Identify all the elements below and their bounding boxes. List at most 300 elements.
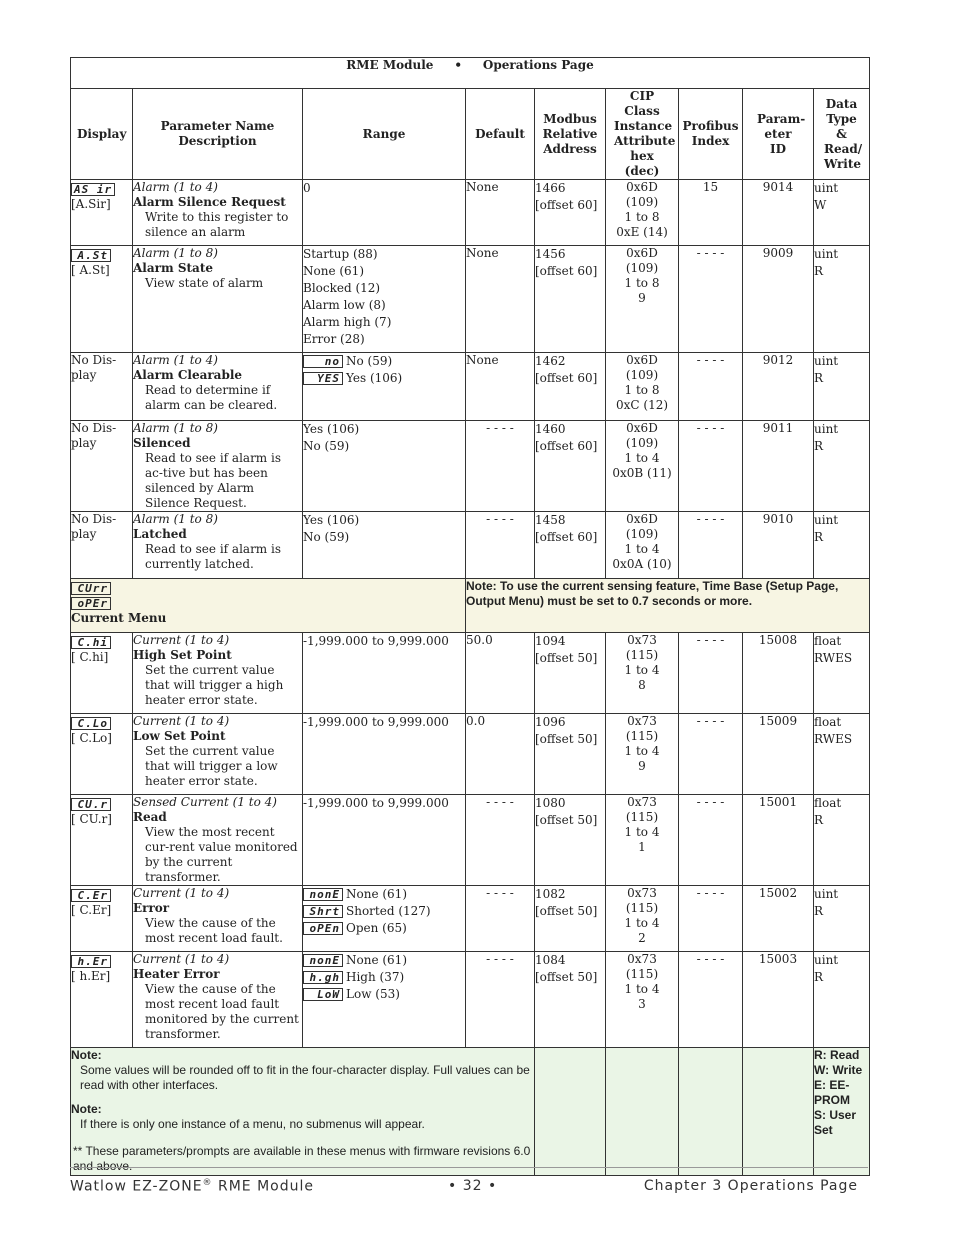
parameter-name: Low Set Point [133,729,226,743]
display-text: No Dis-play [71,353,117,382]
range-text: 0 [303,181,311,195]
display-text: [ CU.r] [71,812,112,826]
lcd-display-icon: C.Er [71,889,111,902]
lcd-display-icon: CU.r [71,798,111,811]
range-option [303,529,465,546]
default-cell: 0.0 [466,714,535,795]
current-menu-row [71,579,870,633]
table-row [71,886,870,952]
range-cell [303,421,466,512]
cip-cell [606,353,679,421]
data-type-line: uint [814,513,839,527]
display-text: No Dis-play [71,421,117,450]
default-cell: - - - - [466,795,535,886]
range-text: Alarm low (8) [303,298,386,312]
operations-table [70,57,870,1176]
range-option [303,353,465,370]
modbus-cell [535,795,606,886]
profibus-cell: - - - - [679,886,743,952]
modbus-line: 1094 [535,634,566,648]
parameter-description: Write to this register to silence an alarm [145,210,289,239]
cip-line: 0x73 [627,633,657,647]
data-type-line: RWES [814,732,853,746]
cip-line: (109) [625,368,659,382]
parameter-cell [133,714,303,795]
modbus-line: [offset 50] [535,813,598,827]
module-title: RME Module [346,58,434,72]
display-cell [71,353,133,421]
parameter-id-cell: 15008 [743,633,814,714]
range-option [303,370,465,387]
profibus-cell: - - - - [679,714,743,795]
parameter-name: Alarm State [133,261,214,275]
footer-product: RME Module [212,1178,315,1195]
cip-cell [606,952,679,1048]
table-title [71,58,870,89]
cip-cell [606,512,679,579]
lcd-display-icon: Shrt [303,905,343,918]
data-type-line: uint [814,953,839,967]
empty-cell [679,1048,743,1176]
empty-cell [743,1048,814,1176]
col-header: Modbus Relative Address [535,89,606,180]
parameter-instance: Current (1 to 4) [133,952,230,966]
current-rows [71,633,870,1048]
cip-line: 1 [638,840,646,854]
modbus-line: 1458 [535,513,566,527]
modbus-line: 1456 [535,247,566,261]
cip-line: 1 to 4 [624,916,660,930]
cip-line: 8 [638,678,646,692]
range-cell [303,512,466,579]
table-row [71,246,870,353]
data-type-line: R [814,530,824,544]
modbus-line: 1082 [535,887,566,901]
display-cell [71,512,133,579]
range-text: Error (28) [303,332,365,346]
range-option [303,952,465,969]
parameter-name: Latched [133,527,187,541]
default-cell: - - - - [466,952,535,1048]
notes-row [71,1048,870,1176]
data-type-line: float [814,796,842,810]
table-row [71,180,870,246]
col-header: Data Type & Read/ Write [814,89,870,180]
note-title: Note: [71,1048,102,1062]
data-type-line: R [814,371,824,385]
profibus-cell: - - - - [679,421,743,512]
cip-line: 1 to 4 [624,451,660,465]
range-cell [303,795,466,886]
cip-line: 2 [638,931,646,945]
profibus-cell: - - - - [679,246,743,353]
parameter-name: Alarm Silence Request [133,195,286,209]
table-row [71,714,870,795]
lcd-display-icon: h.Er [71,955,111,968]
rw-legend [814,1048,870,1176]
data-type-cell [814,795,870,886]
profibus-cell: - - - - [679,512,743,579]
cip-line: 1 to 4 [624,982,660,996]
data-type-line: R [814,813,824,827]
modbus-line: [offset 50] [535,904,598,918]
range-cell [303,886,466,952]
range-text: No (59) [303,439,350,453]
display-text: [A.Sir] [71,197,111,211]
parameter-name: Heater Error [133,967,220,981]
parameter-instance: Current (1 to 4) [133,633,230,647]
range-option [303,633,465,650]
modbus-line: 1080 [535,796,566,810]
cip-line: (109) [625,261,659,275]
data-type-cell [814,886,870,952]
data-type-line: R [814,904,824,918]
lcd-display-icon: nonE [303,888,343,901]
display-text: No Dis-play [71,512,117,541]
modbus-cell [535,714,606,795]
lcd-display-icon: LoW [303,988,343,1001]
range-option [303,263,465,280]
modbus-line: [offset 60] [535,439,598,453]
page-number: • 32 • [448,1178,498,1194]
modbus-line: 1462 [535,354,566,368]
table-row [71,421,870,512]
modbus-line: [offset 50] [535,970,598,984]
parameter-id-cell: 9010 [743,512,814,579]
cip-line: 0x73 [627,714,657,728]
parameter-id-cell: 9011 [743,421,814,512]
lcd-display-icon: AS ir [71,183,115,196]
col-header: Range [303,89,466,180]
range-text: No (59) [346,354,393,368]
parameter-name: High Set Point [133,648,232,662]
range-option [303,920,465,937]
column-header-row [71,89,870,180]
range-text: None (61) [303,264,365,278]
col-header: CIP Class Instance Attribute hex (dec) [606,89,679,180]
cip-line: (109) [625,527,659,541]
data-type-line: W [814,198,827,212]
range-option [303,314,465,331]
modbus-cell [535,633,606,714]
note-title: Note: [71,1102,102,1116]
range-text: None (61) [346,887,408,901]
cip-cell [606,246,679,353]
range-option [303,297,465,314]
display-cell [71,886,133,952]
data-type-line: R [814,439,824,453]
range-option [303,421,465,438]
modbus-line: 1084 [535,953,566,967]
default-cell: None [466,180,535,246]
range-text: -1,999.000 to 9,999.000 [303,715,449,729]
parameter-instance: Sensed Current (1 to 4) [133,795,277,809]
firmware-note: ** These parameters/prompts are available in these menus with firmware revisions 6.0 and above. [73,1144,531,1173]
parameter-id-cell: 9014 [743,180,814,246]
range-option [303,180,465,197]
cip-cell [606,714,679,795]
range-option [303,969,465,986]
cip-line: (109) [625,195,659,209]
range-text: Shorted (127) [346,904,431,918]
parameter-instance: Alarm (1 to 8) [133,512,218,526]
data-type-line: uint [814,887,839,901]
range-text: Low (53) [346,987,400,1001]
parameter-description: Read to see if alarm is ac-tive but has been silenced by Alarm Silence Request. [145,451,281,510]
data-type-line: uint [814,422,839,436]
col-header: Param-eter ID [743,89,814,180]
range-option [303,512,465,529]
lcd-display-icon: YES [303,372,343,385]
parameter-description: View the most recent cur-rent value monitored by the current transformer. [145,825,298,884]
data-type-line: float [814,715,842,729]
lcd-display-icon: C.Lo [71,717,111,730]
col-header: Profibus Index [679,89,743,180]
footer-brand: Watlow EZ-ZONE [70,1178,203,1195]
table-row [71,633,870,714]
parameter-description: Set the current value that will trigger a high heater error state. [145,663,284,707]
cip-line: 0x6D [626,421,658,435]
parameter-description: Read to see if alarm is currently latched. [145,542,281,571]
lcd-display-icon: A.St [71,249,111,262]
cip-cell [606,633,679,714]
range-text: Yes (106) [346,371,403,385]
range-text: Alarm high (7) [303,315,392,329]
data-type-line: uint [814,354,839,368]
display-cell [71,421,133,512]
default-cell: - - - - [466,421,535,512]
modbus-cell [535,180,606,246]
cip-line: 0xC (12) [615,398,669,412]
cip-line: 0x73 [627,886,657,900]
parameter-id-cell: 15002 [743,886,814,952]
range-text: Blocked (12) [303,281,381,295]
range-cell [303,714,466,795]
parameter-cell [133,421,303,512]
profibus-cell: - - - - [679,795,743,886]
range-text: Startup (88) [303,247,378,261]
range-text: Yes (106) [303,422,360,436]
data-type-cell [814,633,870,714]
range-cell [303,246,466,353]
parameter-cell [133,512,303,579]
parameter-description: View state of alarm [145,276,264,290]
range-cell [303,952,466,1048]
range-text: High (37) [346,970,405,984]
cip-line: 0x0A (10) [612,557,672,571]
display-cell [71,714,133,795]
current-sensing-note: Note: To use the current sensing feature, Time Base (Setup Page, Output Menu) must be set to 0.7 seconds or more. [466,579,870,633]
cip-line: 0x73 [627,952,657,966]
display-cell [71,952,133,1048]
range-option [303,280,465,297]
parameter-id-cell: 9009 [743,246,814,353]
parameter-cell [133,633,303,714]
parameter-id-cell: 15003 [743,952,814,1048]
cip-line: 9 [638,759,646,773]
range-option [303,986,465,1003]
range-option [303,795,465,812]
range-option [303,438,465,455]
data-type-cell [814,246,870,353]
table-row [71,952,870,1048]
legend-item: E: EE-PROM [814,1078,850,1107]
modbus-line: 1460 [535,422,566,436]
cip-line: 0x6D [626,512,658,526]
cip-line: 9 [638,291,646,305]
range-text: Open (65) [346,921,407,935]
parameter-description: Read to determine if alarm can be cleared. [145,383,278,412]
default-cell: None [466,246,535,353]
page-title: Operations Page [482,58,594,72]
legend-item: W: Write [814,1063,863,1077]
parameter-instance: Alarm (1 to 4) [133,353,218,367]
data-type-line: R [814,970,824,984]
alarm-rows [71,180,870,579]
parameter-name: Silenced [133,436,191,450]
cip-line: 0x0B (11) [612,466,672,480]
parameter-description: Set the current value that will trigger a low heater error state. [145,744,278,788]
display-text: [ A.St] [71,263,110,277]
page-footer [70,1167,868,1195]
cip-line: (115) [625,901,659,915]
parameter-description: View the cause of the most recent load fault monitored by the current transformer. [145,982,299,1041]
cip-line: (115) [625,729,659,743]
parameter-cell [133,795,303,886]
col-header: Display [71,89,133,180]
profibus-cell: 15 [679,180,743,246]
cip-line: (115) [625,810,659,824]
data-type-line: uint [814,247,839,261]
data-type-cell [814,421,870,512]
lcd-display-icon: oPEr [71,597,111,610]
cip-line: 1 to 4 [624,542,660,556]
data-type-cell [814,180,870,246]
modbus-line: [offset 60] [535,264,598,278]
data-type-line: RWES [814,651,853,665]
table-row [71,353,870,421]
modbus-cell [535,886,606,952]
default-cell: - - - - [466,886,535,952]
parameter-description: View the cause of the most recent load fault. [145,916,283,945]
range-text: -1,999.000 to 9,999.000 [303,634,449,648]
range-option [303,331,465,348]
cip-line: 0x6D [626,180,658,194]
lcd-display-icon: nonE [303,954,343,967]
parameter-cell [133,886,303,952]
parameter-name: Read [133,810,167,824]
lcd-display-icon: CUrr [71,582,111,595]
footer-chapter: Chapter 3 Operations Page [643,1178,858,1194]
legend-item: R: Read [814,1048,860,1062]
cip-line: (115) [625,648,659,662]
cip-line: 1 to 4 [624,663,660,677]
data-type-cell [814,714,870,795]
parameter-instance: Alarm (1 to 8) [133,246,218,260]
cip-line: 0x6D [626,246,658,260]
display-text: [ h.Er] [71,969,111,983]
modbus-line: [offset 50] [535,651,598,665]
profibus-cell: - - - - [679,353,743,421]
range-cell [303,633,466,714]
notes-cell [71,1048,535,1176]
modbus-line: [offset 60] [535,530,598,544]
note-text: Some values will be rounded off to fit in the four-character display. Full values can be read with other interfaces. [80,1063,530,1092]
modbus-cell [535,246,606,353]
range-text: -1,999.000 to 9,999.000 [303,796,449,810]
parameter-instance: Alarm (1 to 8) [133,421,218,435]
data-type-cell [814,952,870,1048]
lcd-display-icon: C.hi [71,636,111,649]
cip-line: (109) [625,436,659,450]
modbus-cell [535,353,606,421]
range-option [303,886,465,903]
cip-line: 1 to 4 [624,744,660,758]
col-header: Parameter Name Description [133,89,303,180]
legend-item: S: User Set [814,1108,857,1137]
default-cell: - - - - [466,512,535,579]
lcd-display-icon: no [303,355,343,368]
table-row [71,795,870,886]
range-text: No (59) [303,530,350,544]
display-cell [71,795,133,886]
default-cell: None [466,353,535,421]
parameter-cell [133,246,303,353]
default-cell: 50.0 [466,633,535,714]
range-text: Yes (106) [303,513,360,527]
modbus-line: 1096 [535,715,566,729]
registered-mark: ® [202,1178,213,1188]
modbus-line: [offset 60] [535,198,598,212]
modbus-line: 1466 [535,181,566,195]
cip-line: 3 [638,997,646,1011]
data-type-line: R [814,264,824,278]
range-option [303,903,465,920]
range-cell [303,353,466,421]
display-cell [71,180,133,246]
cip-cell [606,421,679,512]
range-cell [303,180,466,246]
parameter-id-cell: 9012 [743,353,814,421]
data-type-cell [814,512,870,579]
cip-line: 1 to 8 [624,383,660,397]
table-title-row [71,58,870,89]
empty-cell [606,1048,679,1176]
empty-cell [535,1048,606,1176]
modbus-cell [535,421,606,512]
parameter-cell [133,952,303,1048]
cip-line: 0x73 [627,795,657,809]
current-menu-cell [71,579,466,633]
cip-line: 1 to 8 [624,210,660,224]
parameter-name: Error [133,901,170,915]
parameter-cell [133,180,303,246]
cip-cell [606,795,679,886]
cip-line: 1 to 8 [624,276,660,290]
range-option [303,714,465,731]
profibus-cell: - - - - [679,633,743,714]
data-type-line: uint [814,181,839,195]
display-text: [ C.Lo] [71,731,112,745]
range-option [303,246,465,263]
modbus-line: [offset 50] [535,732,598,746]
display-text: [ C.Er] [71,903,112,917]
parameter-instance: Current (1 to 4) [133,714,230,728]
cip-line: 1 to 4 [624,825,660,839]
display-cell [71,633,133,714]
cip-line: 0x6D [626,353,658,367]
parameter-id-cell: 15009 [743,714,814,795]
